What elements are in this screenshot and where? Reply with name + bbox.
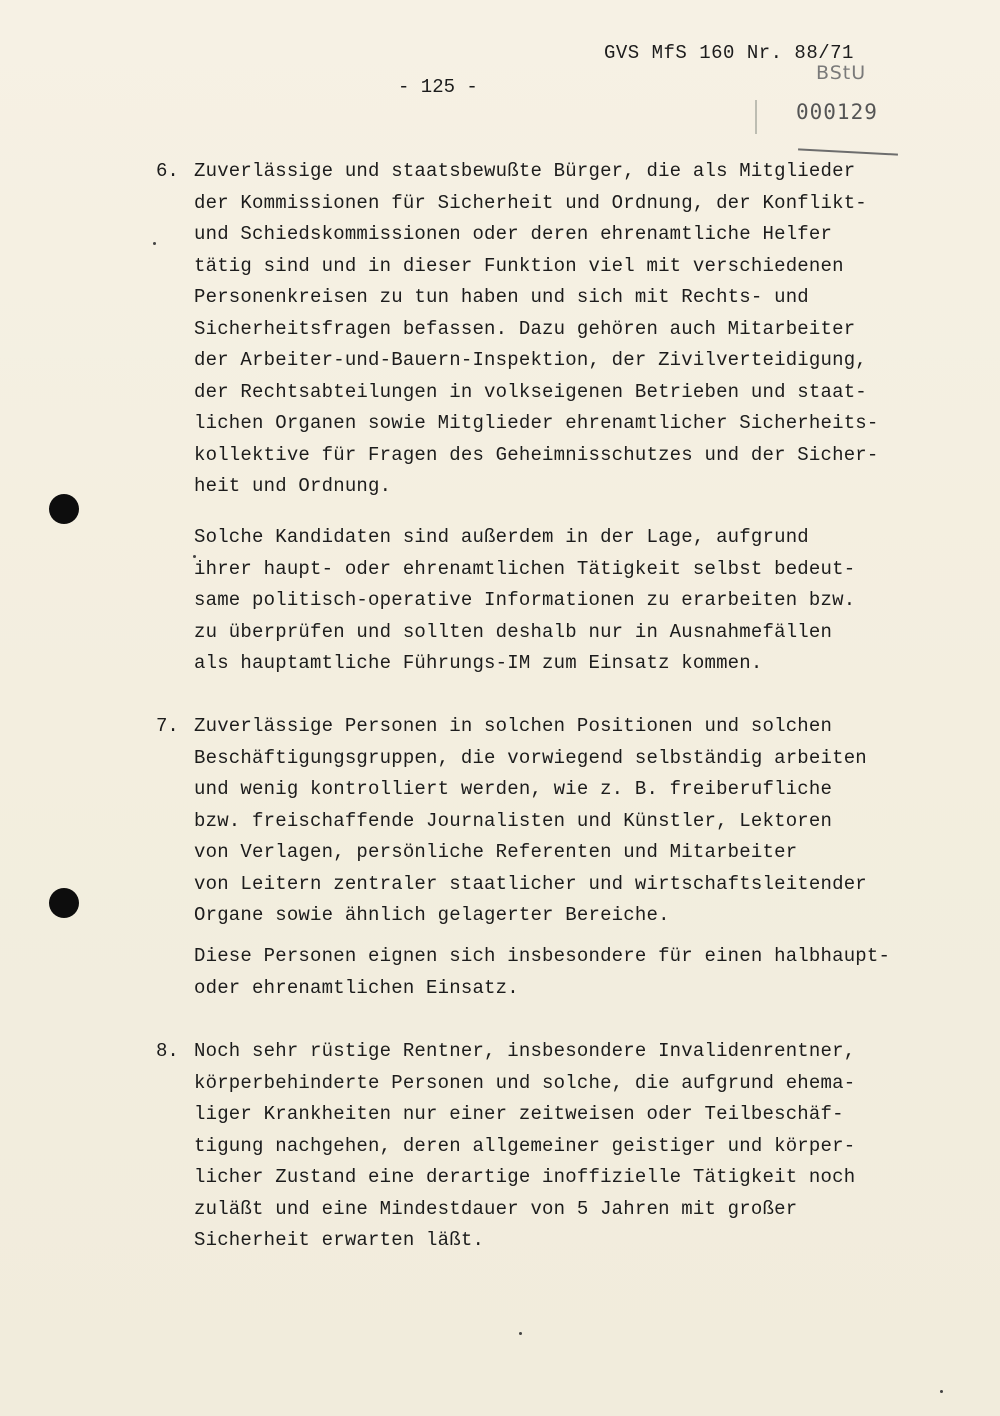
stamp-tick-mark: [755, 100, 757, 134]
item-number: 8.: [156, 1040, 179, 1062]
item-followup-paragraph: [194, 522, 984, 680]
text-line: von Verlagen, persönliche Referenten und Mitarbeiter: [194, 841, 798, 863]
text-line: Sicherheitsfragen befassen. Dazu gehören auch Mitarbeiter: [194, 317, 856, 340]
text-line: Noch sehr rüstige Rentner, insbesondere Invalidenrentner,: [194, 1040, 856, 1062]
text-line: als hauptamtliche Führungs-IM zum Einsatz kommen.: [194, 652, 763, 674]
text-line: Zuverlässige und staatsbewußte Bürger, die als Mitglieder: [194, 160, 856, 182]
text-line: kollektive für Fragen des Geheimnisschutzes und der Sicher-: [194, 443, 879, 466]
text-line: Sicherheit erwarten läßt.: [194, 1229, 485, 1251]
text-line: Zuverlässige Personen in solchen Positionen und solchen: [194, 715, 833, 737]
text-line: der Rechtsabteilungen in volkseigenen Betrieben und staat-: [194, 380, 867, 403]
text-line: der Kommissionen für Sicherheit und Ordnung, der Konflikt-: [194, 191, 867, 214]
paper-speck: [940, 1390, 943, 1393]
punch-hole-top: [49, 494, 79, 524]
text-line: körperbehinderte Personen und solche, die aufgrund ehema-: [194, 1071, 856, 1094]
item-followup-paragraph: [194, 941, 984, 1004]
page-number: - 125 -: [398, 76, 478, 98]
paper-speck: [519, 1332, 522, 1335]
text-line: ihrer haupt- oder ehrenamtlichen Tätigkeit selbst bedeut-: [194, 557, 856, 580]
text-line: Beschäftigungsgruppen, die vorwiegend selbständig arbeiten: [194, 746, 867, 769]
item-paragraph: [194, 711, 984, 932]
text-line: lichen Organen sowie Mitglieder ehrenamtlicher Sicherheits-: [194, 412, 879, 434]
paper-speck: [153, 242, 156, 245]
archive-stamp-label: BStU: [816, 62, 867, 84]
text-line: oder ehrenamtlichen Einsatz.: [194, 976, 519, 999]
text-line: von Leitern zentraler staatlicher und wirtschaftsleitender: [194, 872, 867, 895]
text-line: heit und Ordnung.: [194, 475, 392, 497]
text-line: zu überprüfen und sollten deshalb nur in Ausnahmefällen: [194, 620, 833, 643]
punch-hole-bottom: [49, 888, 79, 918]
text-line: bzw. freischaffende Journalisten und Künstler, Lektoren: [194, 809, 833, 832]
document-reference: GVS MfS 160 Nr. 88/71: [604, 42, 854, 64]
text-line: Diese Personen eignen sich insbesondere für einen halbhaupt-: [194, 945, 891, 967]
text-line: liger Krankheiten nur einer zeitweisen oder Teilbeschäf-: [194, 1103, 844, 1125]
text-line: tätig sind und in dieser Funktion viel mit verschiedenen: [194, 254, 844, 277]
archive-number: 000129: [796, 100, 878, 124]
item-number: 7.: [156, 715, 179, 737]
item-paragraph: [194, 1036, 984, 1257]
item-number: 6.: [156, 160, 179, 182]
text-line: zuläßt und eine Mindestdauer von 5 Jahren mit großer: [194, 1197, 798, 1220]
item-paragraph: [194, 156, 984, 503]
archive-stamp: [796, 62, 892, 132]
text-line: licher Zustand eine derartige inoffizielle Tätigkeit noch: [194, 1166, 856, 1188]
text-line: der Arbeiter-und-Bauern-Inspektion, der Zivilverteidigung,: [194, 349, 867, 371]
text-line: Personenkreisen zu tun haben und sich mit Rechts- und: [194, 286, 809, 308]
stamp-underline: [798, 148, 898, 155]
text-line: und Schiedskommissionen oder deren ehrenamtliche Helfer: [194, 223, 833, 245]
text-line: Organe sowie ähnlich gelagerter Bereiche.: [194, 904, 670, 926]
text-line: same politisch-operative Informationen zu erarbeiten bzw.: [194, 589, 856, 611]
text-line: und wenig kontrolliert werden, wie z. B. freiberufliche: [194, 778, 833, 800]
text-line: Solche Kandidaten sind außerdem in der Lage, aufgrund: [194, 526, 809, 548]
text-line: tigung nachgehen, deren allgemeiner geistiger und körper-: [194, 1134, 856, 1157]
